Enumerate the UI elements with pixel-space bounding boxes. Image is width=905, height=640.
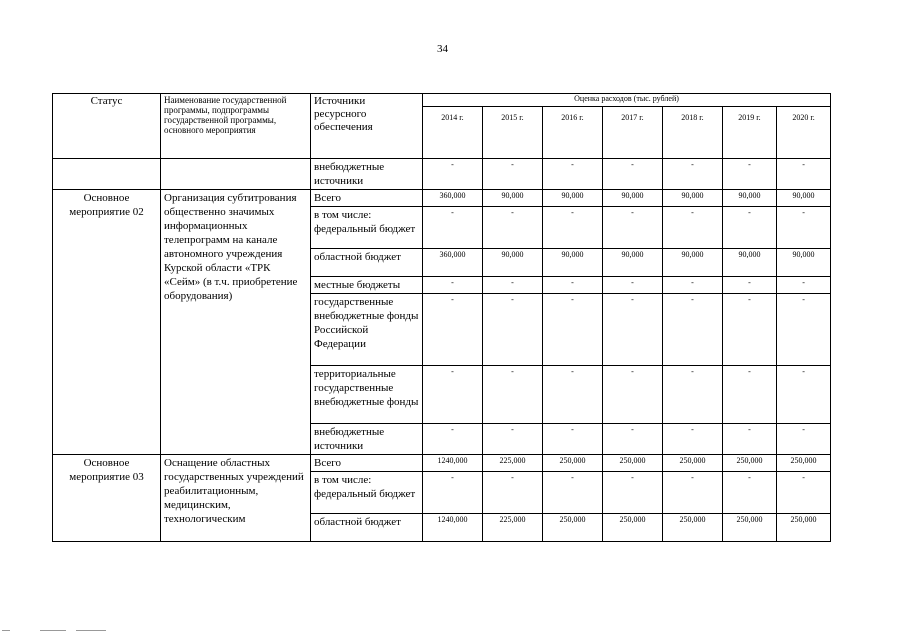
value-cell: 90,000: [603, 249, 663, 277]
header-status: Статус: [53, 94, 161, 159]
value-cell: 250,000: [723, 514, 777, 542]
value-cell: -: [423, 159, 483, 190]
value-cell: -: [543, 424, 603, 455]
value-cell: -: [663, 277, 723, 294]
value-cell: 90,000: [663, 249, 723, 277]
value-cell: -: [603, 424, 663, 455]
value-cell: 90,000: [777, 190, 831, 207]
scan-artifact: [0, 628, 120, 634]
header-estimate: Оценка расходов (тыс. рублей): [423, 94, 831, 107]
value-cell: 250,000: [603, 455, 663, 472]
value-cell: -: [483, 366, 543, 424]
value-cell: 360,000: [423, 190, 483, 207]
value-cell: -: [663, 424, 723, 455]
value-cell: 250,000: [543, 514, 603, 542]
value-cell: -: [777, 424, 831, 455]
value-cell: -: [777, 294, 831, 366]
value-cell: -: [723, 159, 777, 190]
value-cell: 90,000: [777, 249, 831, 277]
value-cell: -: [723, 472, 777, 514]
value-cell: -: [603, 277, 663, 294]
status-cell: Основное мероприятие 02: [53, 190, 161, 455]
value-cell: -: [723, 277, 777, 294]
value-cell: -: [483, 472, 543, 514]
status-cell: Основное мероприятие 03: [53, 455, 161, 542]
value-cell: -: [603, 159, 663, 190]
header-year: 2016 г.: [543, 107, 603, 159]
value-cell: 250,000: [603, 514, 663, 542]
value-cell: 250,000: [663, 455, 723, 472]
source-cell: территориальные государственные внебюджетные фонды: [311, 366, 423, 424]
value-cell: 90,000: [543, 249, 603, 277]
value-cell: 250,000: [777, 514, 831, 542]
source-cell: областной бюджет: [311, 514, 423, 542]
value-cell: -: [663, 159, 723, 190]
value-cell: -: [543, 277, 603, 294]
value-cell: 225,000: [483, 455, 543, 472]
table-row: [53, 159, 831, 190]
name-cell: Организация субтитрования общественно значимых информационных телепрограмм на канале автономного учреждения Курской области «ТРК «Сейм» (в т.ч. приобретение оборудования): [161, 190, 311, 455]
source-cell: Всего: [311, 455, 423, 472]
value-cell: 90,000: [603, 190, 663, 207]
header-year: 2019 г.: [723, 107, 777, 159]
value-cell: -: [603, 366, 663, 424]
value-cell: 250,000: [663, 514, 723, 542]
value-cell: 1240,000: [423, 455, 483, 472]
name-cell: Оснащение областных государственных учреждений реабилитационным, медицинским, технологическим: [161, 455, 311, 542]
source-cell: государственные внебюджетные фонды Российской Федерации: [311, 294, 423, 366]
value-cell: -: [723, 424, 777, 455]
value-cell: -: [777, 277, 831, 294]
value-cell: 1240,000: [423, 514, 483, 542]
value-cell: 250,000: [723, 455, 777, 472]
value-cell: -: [423, 277, 483, 294]
header-name: Наименование государственной программы, подпрограммы государственной программы, основного мероприятия: [161, 94, 311, 159]
value-cell: -: [543, 472, 603, 514]
value-cell: -: [723, 294, 777, 366]
source-cell: местные бюджеты: [311, 277, 423, 294]
value-cell: -: [663, 472, 723, 514]
page-number: 34: [437, 43, 448, 55]
value-cell: 90,000: [543, 190, 603, 207]
header-year: 2020 г.: [777, 107, 831, 159]
value-cell: -: [423, 472, 483, 514]
value-cell: -: [663, 294, 723, 366]
value-cell: -: [723, 207, 777, 249]
value-cell: 90,000: [723, 249, 777, 277]
value-cell: -: [483, 294, 543, 366]
header-year: 2015 г.: [483, 107, 543, 159]
value-cell: -: [777, 366, 831, 424]
value-cell: -: [663, 207, 723, 249]
value-cell: -: [423, 207, 483, 249]
source-cell: внебюджетные источники: [311, 424, 423, 455]
source-cell: внебюджетные источники: [311, 159, 423, 190]
header-sources: Источники ресурсного обеспечения: [311, 94, 423, 159]
value-cell: -: [483, 207, 543, 249]
value-cell: 250,000: [777, 455, 831, 472]
source-cell: в том числе: федеральный бюджет: [311, 207, 423, 249]
value-cell: 225,000: [483, 514, 543, 542]
value-cell: -: [423, 294, 483, 366]
value-cell: -: [423, 366, 483, 424]
header-year: 2017 г.: [603, 107, 663, 159]
value-cell: 90,000: [663, 190, 723, 207]
value-cell: 90,000: [723, 190, 777, 207]
value-cell: -: [543, 366, 603, 424]
source-cell: Всего: [311, 190, 423, 207]
value-cell: -: [483, 424, 543, 455]
value-cell: -: [603, 294, 663, 366]
value-cell: -: [603, 472, 663, 514]
value-cell: -: [723, 366, 777, 424]
status-cell-empty: [53, 159, 161, 190]
header-year: 2018 г.: [663, 107, 723, 159]
value-cell: 250,000: [543, 455, 603, 472]
table-row: [53, 455, 831, 472]
value-cell: -: [483, 159, 543, 190]
value-cell: -: [777, 207, 831, 249]
header-year: 2014 г.: [423, 107, 483, 159]
name-cell-empty: [161, 159, 311, 190]
source-cell: в том числе: федеральный бюджет: [311, 472, 423, 514]
value-cell: 360,000: [423, 249, 483, 277]
value-cell: -: [543, 207, 603, 249]
value-cell: -: [777, 472, 831, 514]
value-cell: -: [483, 277, 543, 294]
value-cell: -: [543, 294, 603, 366]
value-cell: -: [663, 366, 723, 424]
value-cell: -: [603, 207, 663, 249]
budget-table: [52, 93, 831, 542]
table-row: [53, 190, 831, 207]
value-cell: 90,000: [483, 249, 543, 277]
value-cell: -: [423, 424, 483, 455]
source-cell: областной бюджет: [311, 249, 423, 277]
value-cell: -: [777, 159, 831, 190]
value-cell: -: [543, 159, 603, 190]
value-cell: 90,000: [483, 190, 543, 207]
